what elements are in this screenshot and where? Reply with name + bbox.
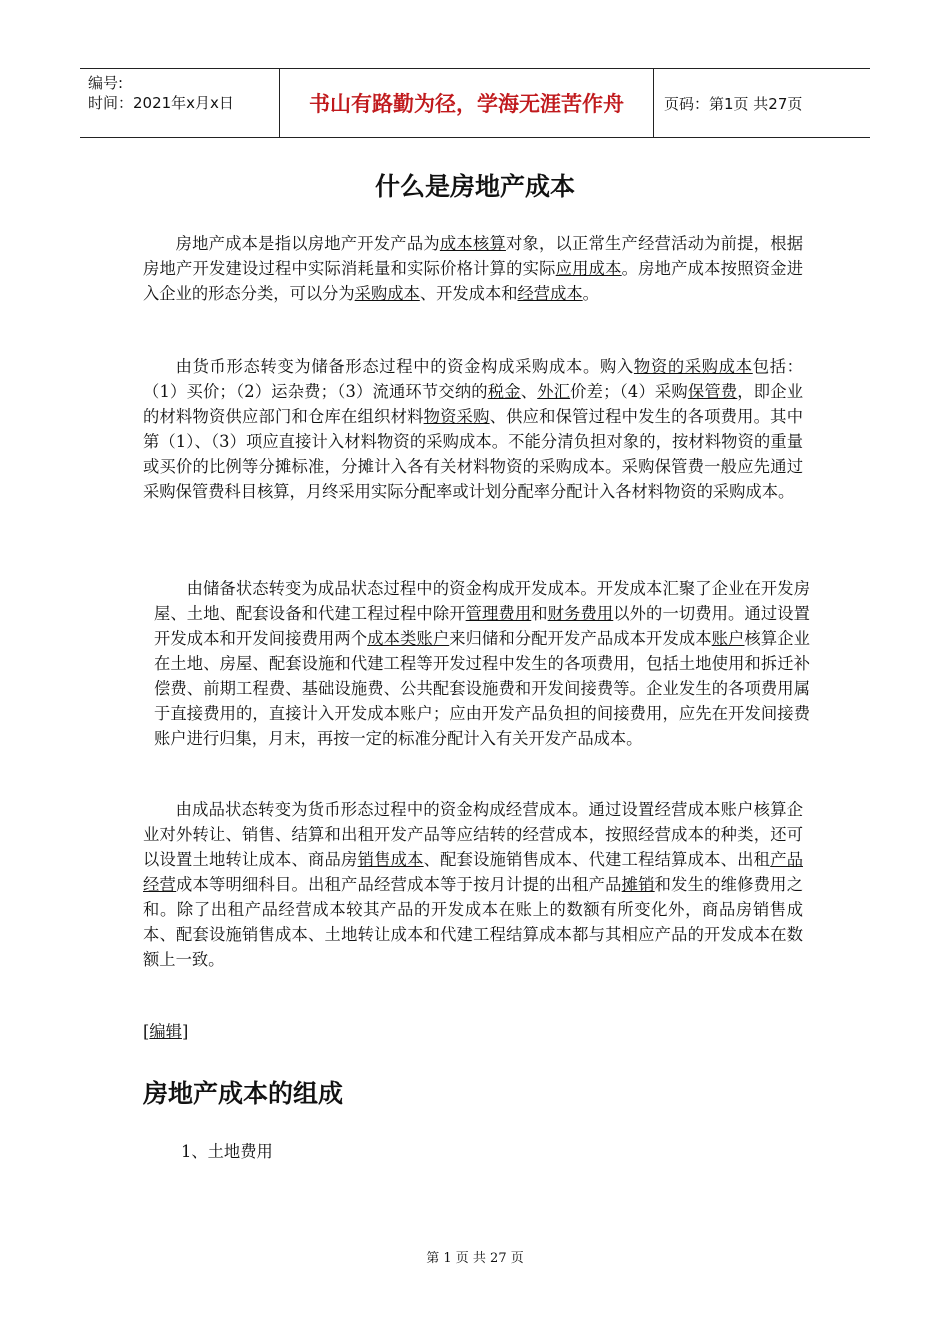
link-forex[interactable]: 外汇 [537,382,571,401]
header-motto: 书山有路勤为径，学海无涯苦作舟 [280,69,654,137]
link-product-operation[interactable]: 产品经营 [143,850,803,894]
link-tax[interactable]: 税金 [487,382,521,401]
link-financial-expense[interactable]: 财务费用 [547,604,614,623]
link-cost-accounting[interactable]: 成本核算 [439,234,506,253]
link-operating-cost[interactable]: 经营成本 [517,284,583,303]
link-material-purchase-cost[interactable]: 物资的采购成本 [633,357,753,376]
header-table [80,68,870,138]
number-label: 编号: [88,74,124,92]
edit-section: [编辑] [143,1022,189,1041]
link-purchase-cost[interactable]: 采购成本 [354,284,420,303]
list-item: 1、土地费用 [181,1142,273,1161]
link-management-expense[interactable]: 管理费用 [465,604,532,623]
page-title: 什么是房地产成本 [374,172,575,201]
paragraph-operating-cost: 由成品状态转变为货币形态过程中的资金构成经营成本。通过设置经营成本账户核算企业对外转让、销售、结算和出租开发产品等应结转的经营成本，按照经营成本的种类，还可以设置土地转让成本、商品房销售成本、配套设施销售成本、代建工程结算成本、出租产品经营成本等明细科目。出租产品经营成本等于按月计提的出租产品摊销和发生的维修费用之和。除了出租产品经营成本较其产品的开发成本在账上的数额有所变化外，商品房销售成本、配套设施销售成本、土地转让成本和代建工程结算成本都与其相应产品的开发成本在数额上一致。 [143,800,803,969]
time-label: 时间：2021年x月x日 [88,94,234,112]
link-storage-fee[interactable]: 保管费 [687,382,738,401]
edit-link[interactable]: 编辑 [149,1022,182,1041]
link-cost-account[interactable]: 成本类账户 [367,629,450,648]
page-footer: 第 1 页 共 27 页 [426,1251,524,1266]
header-meta [80,69,280,137]
header-page-label: 页码：第1页 共27页 [664,94,803,113]
section-title: 房地产成本的组成 [143,1079,344,1108]
paragraph-definition: 房地产成本是指以房地产开发产品为成本核算对象，以正常生产经营活动为前提，根据房地产开发建设过程中实际消耗量和实际价格计算的实际应用成本。房地产成本按照资金进入企业的形态分类，可以分为采购成本、开发成本和经营成本。 [143,234,803,303]
paragraph-purchase-cost: 由货币形态转变为储备形态过程中的资金构成采购成本。购入物资的采购成本包括：（1）买价；（2）运杂费；（3）流通环节交纳的税金、外汇价差；（4）采购保管费，即企业的材料物资供应部门和仓库在组织材料物资采购、供应和保管过程中发生的各项费用。其中第（1）、（3）项应直接计入材料物资的采购成本。不能分清负担对象的，按材料物资的重量或买价的比例等分摊标准，分摊计入各有关材料物资的采购成本。采购保管费一般应先通过采购保管费科目核算，月终采用实际分配率或计划分配率分配计入各材料物资的采购成本。 [143,357,803,501]
link-applied-cost[interactable]: 应用成本 [555,259,622,278]
link-sales-cost[interactable]: 销售成本 [357,850,424,869]
link-amortization[interactable]: 摊销 [621,875,655,894]
link-account[interactable]: 账户 [711,629,745,648]
paragraph-development-cost: 由储备状态转变为成品状态过程中的资金构成开发成本。开发成本汇聚了企业在开发房屋、土地、配套设备和代建工程过程中除开管理费用和财务费用以外的一切费用。通过设置开发成本和开发间接费用两个成本类账户来归储和分配开发产品成本开发成本账户核算企业在土地、房屋、配套设施和代建工程等开发过程中发生的各项费用，包括土地使用和拆迁补偿费、前期工程费、基础设施费、公共配套设施费和开发间接费等。企业发生的各项费用属于直接费用的，直接计入开发成本账户；应由开发产品负担的间接费用，应先在开发间接费账户进行归集，月末，再按一定的标准分配计入有关开发产品成本。 [154,579,810,748]
link-material-procurement[interactable]: 物资采购 [423,407,490,426]
